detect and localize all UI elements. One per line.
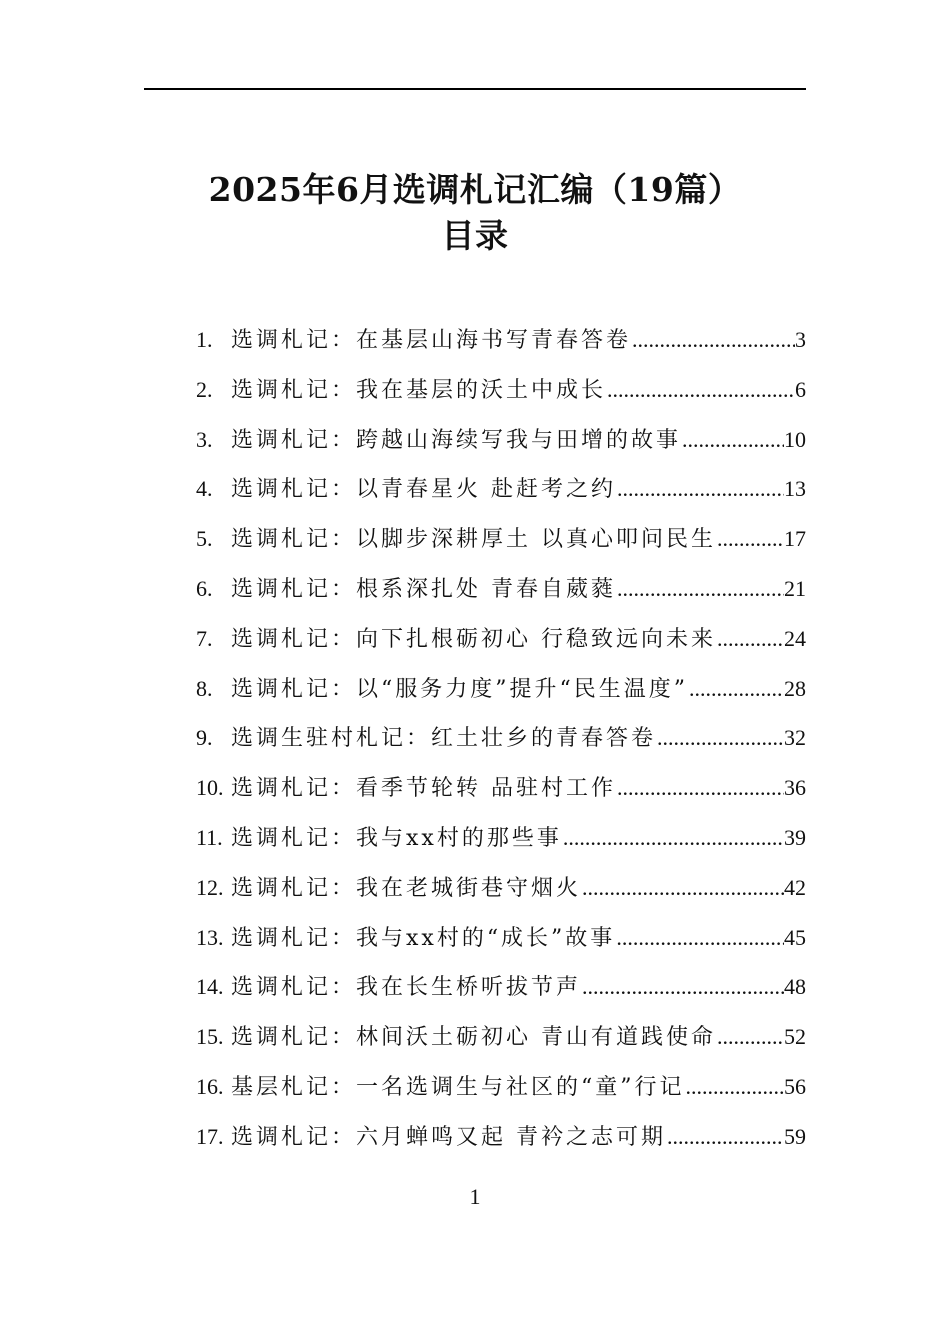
toc-entry-title[interactable]: 选调生驻村札记：红土壮乡的青春答卷 bbox=[231, 726, 657, 752]
toc-entry-title[interactable]: 选调札记：我在基层的沃土中成长 bbox=[231, 377, 607, 403]
toc-entry-title[interactable]: 选调札记：向下扎根砺初心 行稳致远向未来 bbox=[231, 626, 716, 652]
toc-dot-leader bbox=[616, 469, 784, 509]
toc-entry-number: 13. bbox=[196, 924, 224, 950]
toc-entry-title[interactable]: 选调札记：以“服务力度”提升“民生温度” bbox=[231, 676, 688, 702]
toc-entry-title[interactable]: 选调札记：六月蝉鸣又起 青衿之志可期 bbox=[231, 1124, 666, 1150]
toc-entry-title[interactable]: 选调札记：根系深扎处 青春自葳蕤 bbox=[231, 576, 616, 602]
toc-entry-page[interactable]: 56 bbox=[784, 1073, 806, 1099]
toc-entry-number: 17. bbox=[196, 1123, 224, 1149]
header-rule bbox=[144, 88, 806, 90]
toc-entry-number: 2. bbox=[196, 376, 213, 402]
toc-dot-leader bbox=[716, 619, 784, 659]
toc-entry-page[interactable]: 36 bbox=[784, 775, 806, 801]
toc-entry[interactable] bbox=[196, 868, 806, 918]
toc-entry[interactable] bbox=[196, 469, 806, 519]
toc-entry-page[interactable]: 24 bbox=[784, 625, 806, 651]
toc-entry-number: 8. bbox=[196, 675, 213, 701]
toc-entry-title[interactable]: 选调札记：在基层山海书写青春答卷 bbox=[231, 328, 632, 353]
toc-dot-leader bbox=[616, 569, 784, 609]
toc-entry-number: 1. bbox=[196, 327, 213, 352]
toc-entry-title[interactable]: 选调札记：我在老城街巷守烟火 bbox=[231, 875, 582, 901]
toc-entry[interactable] bbox=[196, 1117, 806, 1167]
toc-entry[interactable] bbox=[196, 519, 806, 569]
toc-dot-leader bbox=[716, 519, 784, 559]
toc-entry-number: 9. bbox=[196, 725, 213, 751]
page-number: 1 bbox=[469, 1184, 481, 1209]
toc-entry-title[interactable]: 选调札记：我在长生桥听拔节声 bbox=[231, 975, 582, 1001]
toc-entry-page[interactable]: 32 bbox=[784, 725, 806, 751]
toc-entry-number: 3. bbox=[196, 426, 213, 452]
toc-entry-number: 7. bbox=[196, 625, 213, 651]
toc-entry-page[interactable]: 42 bbox=[784, 874, 806, 900]
toc-entry[interactable] bbox=[196, 370, 806, 420]
toc-entry-number: 6. bbox=[196, 575, 213, 601]
toc-entry-title[interactable]: 选调札记：以脚步深耕厚土 以真心叩问民生 bbox=[231, 527, 716, 553]
toc-entry-number: 16. bbox=[196, 1073, 224, 1099]
table-of-contents bbox=[196, 320, 806, 1167]
toc-entry-number: 15. bbox=[196, 1024, 224, 1050]
toc-entry-title[interactable]: 基层札记：一名选调生与社区的“童”行记 bbox=[231, 1074, 685, 1100]
toc-dot-leader bbox=[616, 768, 784, 808]
toc-entry[interactable] bbox=[196, 619, 806, 669]
toc-entry-page[interactable]: 59 bbox=[784, 1123, 806, 1149]
toc-entry[interactable] bbox=[196, 967, 806, 1017]
toc-entry-page[interactable]: 17 bbox=[784, 526, 806, 552]
toc-entry-page[interactable]: 48 bbox=[784, 974, 806, 1000]
toc-entry-page[interactable]: 21 bbox=[784, 575, 806, 601]
toc-entry-page[interactable]: 3 bbox=[795, 327, 806, 352]
toc-entry-number: 14. bbox=[196, 974, 224, 1000]
toc-entry-page[interactable]: 45 bbox=[784, 924, 806, 950]
toc-entry-number: 5. bbox=[196, 526, 213, 552]
toc-entry[interactable] bbox=[196, 768, 806, 818]
toc-entry-page[interactable]: 39 bbox=[784, 824, 806, 850]
toc-dot-leader bbox=[685, 1067, 785, 1107]
toc-dot-leader bbox=[656, 718, 784, 758]
toc-dot-leader bbox=[666, 1117, 784, 1157]
toc-entry-page[interactable]: 52 bbox=[784, 1024, 806, 1050]
document-title: 2025年6月选调札记汇编（19篇） bbox=[208, 170, 742, 209]
toc-entry[interactable] bbox=[196, 918, 806, 968]
toc-dot-leader bbox=[581, 967, 784, 1007]
toc-dot-leader bbox=[681, 420, 784, 460]
toc-entry-title[interactable]: 选调札记：跨越山海续写我与田增的故事 bbox=[231, 427, 682, 453]
toc-entry[interactable] bbox=[196, 1017, 806, 1067]
toc-dot-leader bbox=[606, 370, 795, 410]
toc-entry-number: 11. bbox=[196, 824, 223, 850]
toc-entry[interactable] bbox=[196, 669, 806, 719]
toc-entry[interactable] bbox=[196, 320, 806, 370]
toc-entry[interactable] bbox=[196, 1067, 806, 1117]
toc-entry-number: 10. bbox=[196, 775, 224, 801]
toc-entry-title[interactable]: 选调札记：林间沃土砺初心 青山有道践使命 bbox=[231, 1025, 716, 1051]
toc-entry[interactable] bbox=[196, 718, 806, 768]
toc-entry-number: 12. bbox=[196, 874, 224, 900]
toc-entry-title[interactable]: 选调札记：我与xx村的那些事 bbox=[231, 825, 562, 851]
toc-entry-title[interactable]: 选调札记：看季节轮转 品驻村工作 bbox=[231, 776, 616, 802]
toc-entry[interactable] bbox=[196, 420, 806, 470]
toc-heading: 目录 bbox=[441, 216, 509, 255]
toc-dot-leader bbox=[716, 1017, 784, 1057]
toc-dot-leader bbox=[581, 868, 784, 908]
toc-entry-title[interactable]: 选调札记：我与xx村的“成长”故事 bbox=[231, 925, 616, 951]
toc-entry[interactable] bbox=[196, 818, 806, 868]
toc-dot-leader bbox=[631, 320, 795, 360]
toc-dot-leader bbox=[562, 818, 784, 858]
toc-entry-page[interactable]: 13 bbox=[784, 476, 806, 502]
toc-dot-leader bbox=[615, 918, 784, 958]
toc-entry-page[interactable]: 10 bbox=[784, 426, 806, 452]
toc-entry-page[interactable]: 28 bbox=[784, 675, 806, 701]
toc-entry-title[interactable]: 选调札记：以青春星火 赴赶考之约 bbox=[231, 477, 616, 503]
toc-entry[interactable] bbox=[196, 569, 806, 619]
toc-entry-page[interactable]: 6 bbox=[795, 376, 806, 402]
toc-entry-number: 4. bbox=[196, 476, 213, 502]
toc-dot-leader bbox=[688, 669, 784, 709]
